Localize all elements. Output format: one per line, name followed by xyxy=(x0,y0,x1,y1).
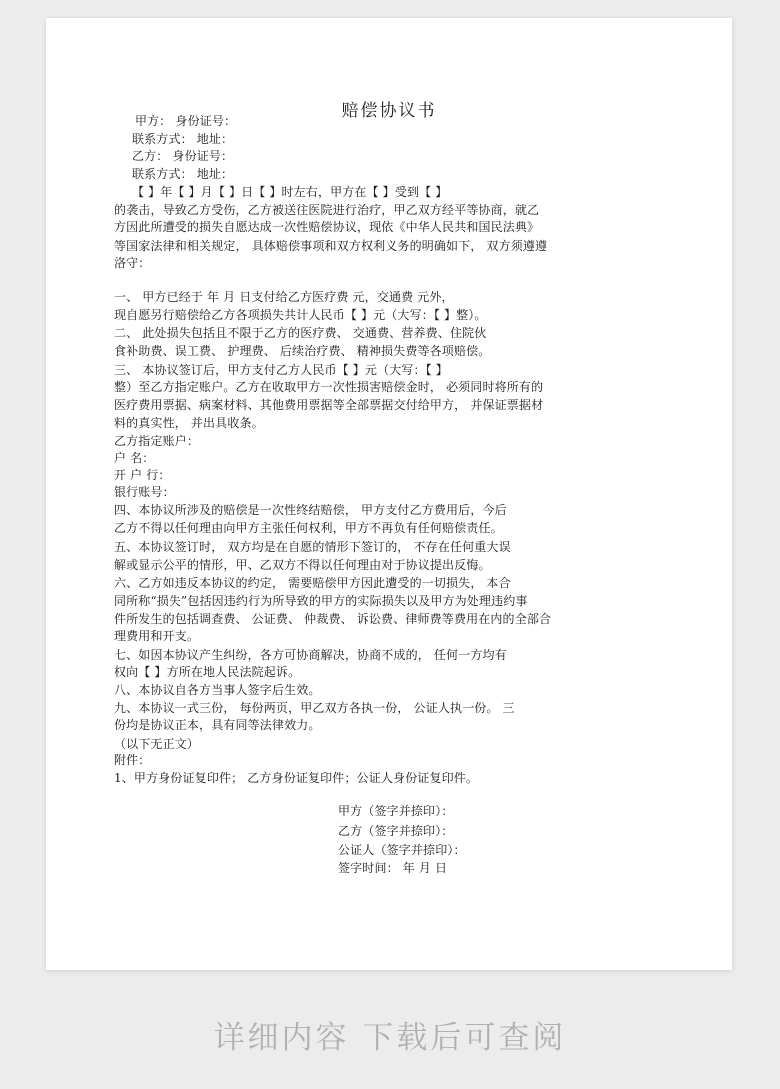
document-line: 食补助费、误工费、 护理费、 后续治疗费、 精神损失费等各项赔偿。 xyxy=(114,344,491,358)
document-line: 甲方： 身份证号： xyxy=(135,114,237,128)
document-line: 方因此所遭受的损失自愿达成一次性赔偿协议，现依《中华人民共和国民法典》 xyxy=(114,220,540,234)
document-title: 赔偿协议书 xyxy=(341,101,437,121)
document-line: 整）至乙方指定账户。乙方在收取甲方一次性损害赔偿金时， 必须同时将所有的 xyxy=(114,380,544,394)
document-page xyxy=(46,18,732,970)
document-line: 银行账号： xyxy=(114,485,175,499)
document-line: 现自愿另行赔偿给乙方各项损失共计人民币【 】元（大写：【 】整）。 xyxy=(114,308,487,322)
document-line: 洛守： xyxy=(114,256,151,270)
document-line: 【 】年【 】月【 】日【 】时左右，甲方在【 】受到【 】 xyxy=(132,185,448,199)
signature-line: 签字时间： 年 月 日 xyxy=(338,861,448,875)
document-line: 解或显示公平的情形，甲、乙双方不得以任何理由对于协议提出反悔。 xyxy=(114,558,491,572)
document-line: 五、本协议签订时， 双方均是在自愿的情形下签订的， 不存在任何重大误 xyxy=(114,540,511,554)
document-line: 的袭击，导致乙方受伤，乙方被送往医院进行治疗，甲乙双方经平等协商，就乙 xyxy=(114,203,540,217)
document-line: 联系方式： 地址： xyxy=(132,132,234,146)
document-line: 六、乙方如违反本协议的约定， 需要赔偿甲方因此遭受的一切损失， 本合 xyxy=(114,576,511,590)
document-line: 权向【 】方所在地人民法院起诉。 xyxy=(114,665,301,679)
document-line: 开 户 行： xyxy=(114,468,171,482)
document-line: 同所称“损失”包括因违约行为所导致的甲方的实际损失以及甲方为处理违约事 xyxy=(114,594,528,608)
document-line: 乙方指定账户： xyxy=(114,434,200,448)
document-line: 二、 此处损失包括且不限于乙方的医疗费、 交通费、营养费、住院伙 xyxy=(114,326,487,340)
document-line: 医疗费用票据、病案材料、其他费用票据等全部票据交付给甲方， 并保证票据材 xyxy=(114,398,544,412)
document-line: 附件： xyxy=(114,753,151,767)
document-line: 料的真实性， 并出具收条。 xyxy=(114,416,264,430)
document-line: 件所发生的包括调查费、 公证费、 仲裁费、 诉讼费、律师费等费用在内的全部合 xyxy=(114,612,552,626)
download-banner: 详细内容 下载后可查阅 xyxy=(213,1020,567,1056)
document-line: 1、甲方身份证复印件； 乙方身份证复印件；公证人身份证复印件。 xyxy=(114,771,479,785)
document-line: 四、本协议所涉及的赔偿是一次性终结赔偿， 甲方支付乙方费用后，今后 xyxy=(114,503,507,517)
document-line: 份均是协议正本，具有同等法律效力。 xyxy=(114,718,321,732)
signature-line: 乙方（签字并捺印）： xyxy=(338,824,454,838)
signature-line: 甲方（签字并捺印）： xyxy=(338,804,454,818)
document-line: 理费用和开支。 xyxy=(114,629,200,643)
document-line: 九、本协议一式三份， 每份两页，甲乙双方各执一份， 公证人执一份。 三 xyxy=(114,701,515,715)
document-line: 乙方不得以任何理由向甲方主张任何权利，甲方不再负有任何赔偿责任。 xyxy=(114,521,503,535)
document-line: 等国家法律和相关规定， 具体赔偿事项和双方权利义务的明确如下， 双方须遵遵 xyxy=(114,239,548,253)
document-line: 联系方式： 地址： xyxy=(132,167,234,181)
document-line: 八、本协议自各方当事人签字后生效。 xyxy=(114,683,321,697)
document-line: 乙方： 身份证号： xyxy=(132,149,234,163)
signature-line: 公证人（签字并捺印）： xyxy=(338,843,466,857)
document-line: （以下无正文） xyxy=(114,737,200,751)
document-line: 一、 甲方已经于 年 月 日支付给乙方医疗费 元，交通费 元外， xyxy=(114,290,454,304)
document-line: 三、 本协议签订后，甲方支付乙方人民币【 】元（大写：【 】 xyxy=(114,363,448,377)
document-line: 七、如因本协议产生纠纷，各方可协商解决，协商不成的， 任何一方均有 xyxy=(114,648,507,662)
document-line: 户 名： xyxy=(114,451,155,465)
